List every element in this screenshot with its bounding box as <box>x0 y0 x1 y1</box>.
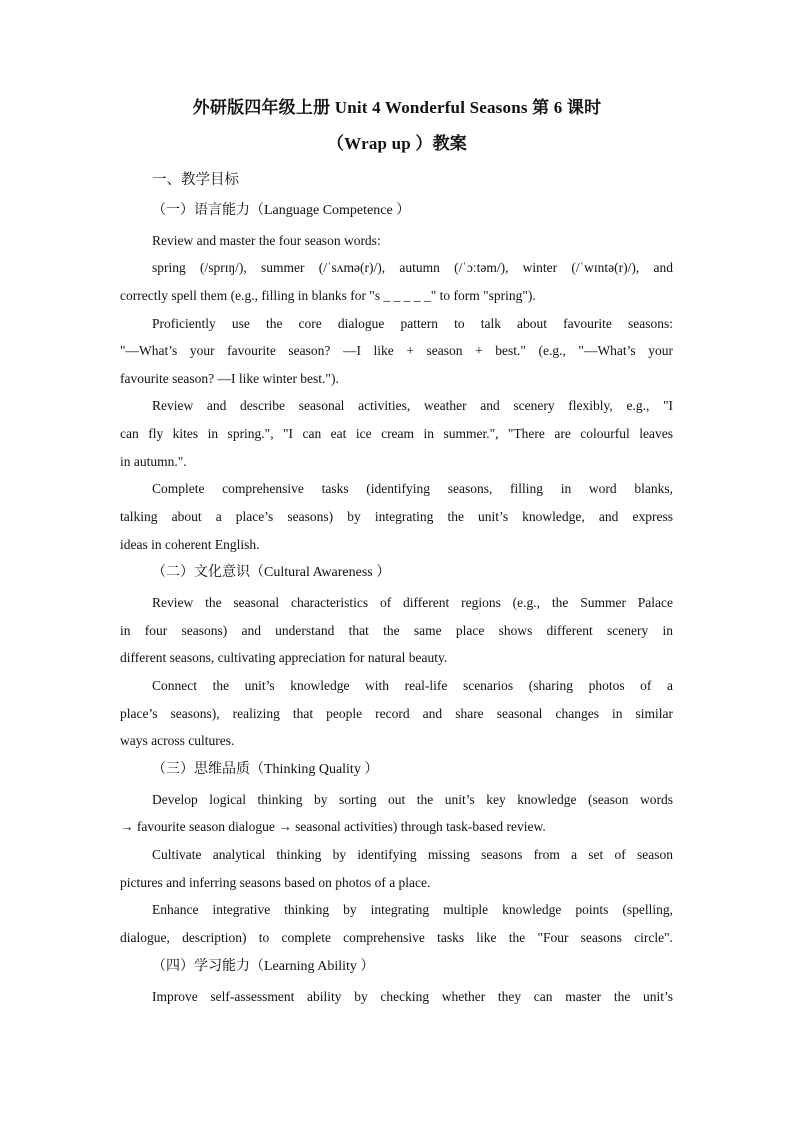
subsection-heading-learning: （四）学习能力（Learning Ability ） <box>152 959 375 974</box>
document-title: 外研版四年级上册 Unit 4 Wonderful Seasons 第 6 课时 <box>192 98 602 117</box>
paragraph-line: Improve self-assessment ability by checking whether they can master the unit’s <box>152 989 673 1004</box>
paragraph-line: place’s seasons), realizing that people record and share seasonal changes in similar <box>120 706 673 721</box>
document-subtitle: （Wrap up ）教案 <box>326 134 467 153</box>
paragraph-line: in autumn.". <box>120 454 187 469</box>
paragraph-line: in four seasons) and understand that the same place shows different scenery in <box>120 623 673 638</box>
paragraph-line: favourite season? —I like winter best."). <box>120 371 339 386</box>
paragraph-line: ideas in coherent English. <box>120 537 260 552</box>
paragraph-line: Review and master the four season words: <box>152 233 381 248</box>
paragraph-line: dialogue, description) to complete comprehensive tasks like the "Four seasons circle". <box>120 930 673 945</box>
paragraph-line: spring (/sprɪŋ/), summer (/ˈsʌmə(r)/), autumn (/ˈɔːtəm/), winter (/ˈwɪntə(r)/), and <box>152 260 673 275</box>
paragraph-line: → favourite season dialogue → seasonal activities) through task-based review. <box>120 819 546 834</box>
subsection-heading-culture: （二）文化意识（Cultural Awareness ） <box>152 565 391 580</box>
section-heading-objectives: 一、教学目标 <box>152 172 239 188</box>
paragraph-line: Review and describe seasonal activities, weather and scenery flexibly, e.g., "I <box>152 398 673 413</box>
paragraph-line: Connect the unit’s knowledge with real-life scenarios (sharing photos of a <box>152 678 673 693</box>
subsection-heading-language: （一）语言能力（Language Competence ） <box>152 203 411 218</box>
paragraph-line: Proficiently use the core dialogue pattern to talk about favourite seasons: <box>152 316 673 331</box>
paragraph-line: correctly spell them (e.g., filling in blanks for "s _ _ _ _ _" to form "spring"). <box>120 288 536 303</box>
paragraph-line: can fly kites in spring.", "I can eat ice cream in summer.", "There are colourful leaves <box>120 426 673 441</box>
paragraph-line: pictures and inferring seasons based on photos of a place. <box>120 875 431 890</box>
paragraph-line: Enhance integrative thinking by integrating multiple knowledge points (spelling, <box>152 902 673 917</box>
subsection-heading-thinking: （三）思维品质（Thinking Quality ） <box>152 762 379 777</box>
paragraph-line: talking about a place’s seasons) by integrating the unit’s knowledge, and express <box>120 509 673 524</box>
paragraph-line: "—What’s your favourite season? —I like + season + best." (e.g., "—What’s your <box>120 343 673 358</box>
paragraph-line: Develop logical thinking by sorting out the unit’s key knowledge (season words <box>152 792 673 807</box>
paragraph-line: Review the seasonal characteristics of different regions (e.g., the Summer Palace <box>152 595 673 610</box>
paragraph-line: Cultivate analytical thinking by identifying missing seasons from a set of season <box>152 847 673 862</box>
paragraph-line: ways across cultures. <box>120 733 235 748</box>
paragraph-line: different seasons, cultivating appreciation for natural beauty. <box>120 650 448 665</box>
paragraph-line: Complete comprehensive tasks (identifying seasons, filling in word blanks, <box>152 481 673 496</box>
